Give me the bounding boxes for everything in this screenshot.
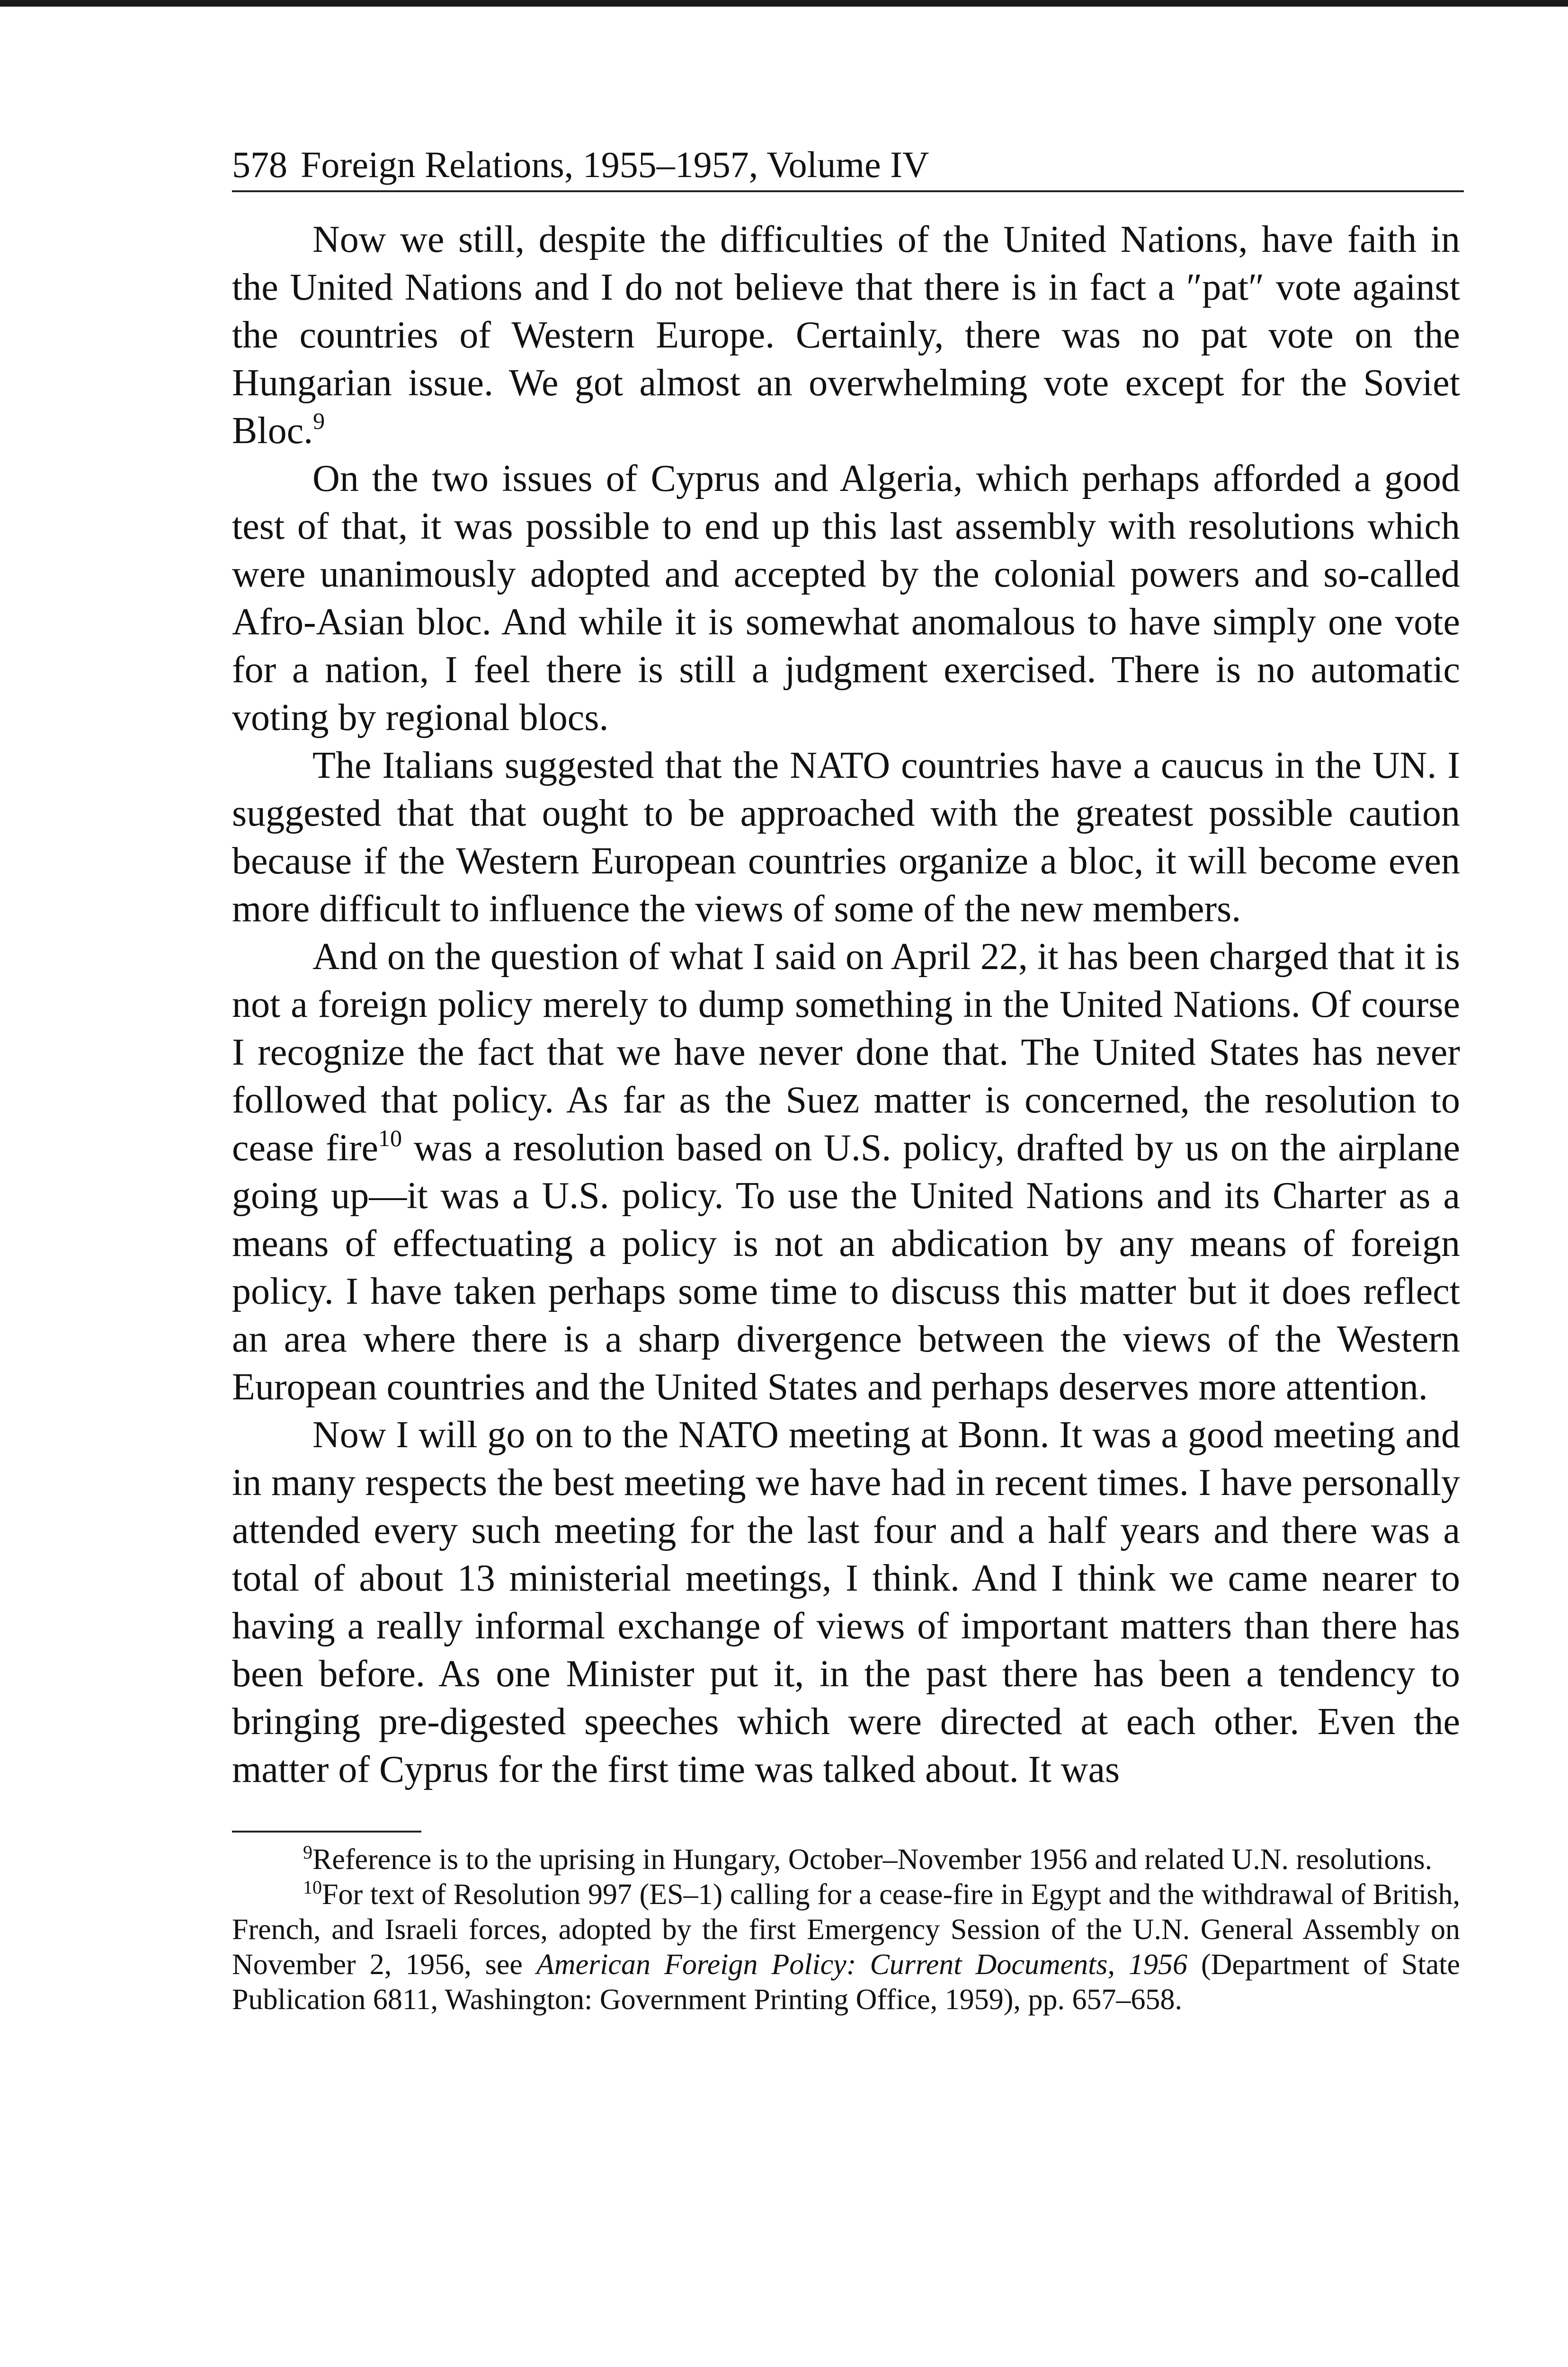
paragraph-1-text: Now we still, despite the difficulties of the United Nations, have faith in the United Nations and I do not believe that there is in fact a ″pat″ vote against the countries of Western Europe. Certainly, there was no pat vote on the Hungarian issue. We got almost an overwhelming vote except for the Soviet Bloc. bbox=[232, 219, 1460, 452]
footnote-ref-10: 10 bbox=[378, 1125, 402, 1151]
running-title: Foreign Relations, 1955–1957, Volume IV bbox=[301, 144, 929, 185]
footnote-10-mark: 10 bbox=[303, 1877, 322, 1898]
footnotes bbox=[232, 1842, 1460, 2017]
footnote-ref-9: 9 bbox=[313, 408, 325, 434]
running-header bbox=[232, 142, 1464, 192]
footnote-10 bbox=[232, 1877, 1460, 2017]
footnote-10-text-before: For text of Resolution 997 (ES–1) calling for a cease-fire in Egypt and the withdrawal of British, French, and Israeli forces, adopted by the first Emergency Session of the U.N. General Assembly on November 2, 1956, see bbox=[232, 1878, 1460, 1981]
paragraph-3: The Italians suggested that the NATO countries have a caucus in the UN. I suggested that that ought to be approached with the greatest possible caution because if the Western European countries organize a bloc, it will become even more difficult to influence the views of some of the new members. bbox=[232, 745, 1460, 930]
paragraph-5: Now I will go on to the NATO meeting at Bonn. It was a good meeting and in many respects the best meeting we have had in recent times. I have personally attended every such meeting for the last four and a half years and there was a total of about 13 ministerial meetings, I think. And I think we came nearer to having a really informal exchange of views of important matters than there has been before. As one Minister put it, in the past there has been a tendency to bringing pre-digested speeches which were directed at each other. Even the matter of Cyprus for the first time was talked about. It was bbox=[232, 1414, 1460, 1790]
footnote-10-text-after: (Department of State Publication 6811, Washington: Government Printing Office, 1959), pp. 657–658. bbox=[232, 1949, 1460, 2016]
body-text bbox=[232, 216, 1460, 1794]
scan-top-edge bbox=[0, 0, 1568, 7]
footnote-9-mark: 9 bbox=[303, 1842, 312, 1863]
paragraph-4-text-end: was a resolution based on U.S. policy, drafted by us on the airplane going up—it was a U.S. policy. To use the United Nations and its Charter as a means of effectuating a policy is not an abdication by any means of foreign policy. I have taken perhaps some time to discuss this matter but it does reflect an area where there is a sharp divergence between the views of the Western European countries and the United States and perhaps deserves more attention. bbox=[232, 1127, 1460, 1408]
footnote-9-text: Reference is to the uprising in Hungary, October–November 1956 and related U.N. resolutions. bbox=[312, 1843, 1433, 1876]
paragraph-2: On the two issues of Cyprus and Algeria, which perhaps afforded a good test of that, it was possible to end up this last assembly with resolutions which were unanimously adopted and accepted by the colonial powers and so-called Afro-Asian bloc. And while it is somewhat anomalous to have simply one vote for a nation, I feel there is still a judgment exercised. There is no automatic voting by regional blocs. bbox=[232, 458, 1460, 739]
footnote-divider bbox=[232, 1831, 421, 1833]
paragraph-4-text-start: And on the question of what I said on April 22, it has been charged that it is not a foreign policy merely to dump something in the United Nations. Of course I recognize the fact that we have never done that. The United States has never followed that policy. As far as the Suez matter is concerned, the resolution to cease fire bbox=[232, 936, 1460, 1169]
footnote-9 bbox=[232, 1842, 1460, 1877]
paragraph-1 bbox=[232, 216, 1460, 455]
page-number: 578 bbox=[232, 144, 287, 185]
document-page bbox=[232, 142, 1460, 2017]
footnote-10-publication-title: American Foreign Policy: Current Documents, 1956 bbox=[536, 1949, 1188, 1981]
paragraph-4 bbox=[232, 933, 1460, 1411]
